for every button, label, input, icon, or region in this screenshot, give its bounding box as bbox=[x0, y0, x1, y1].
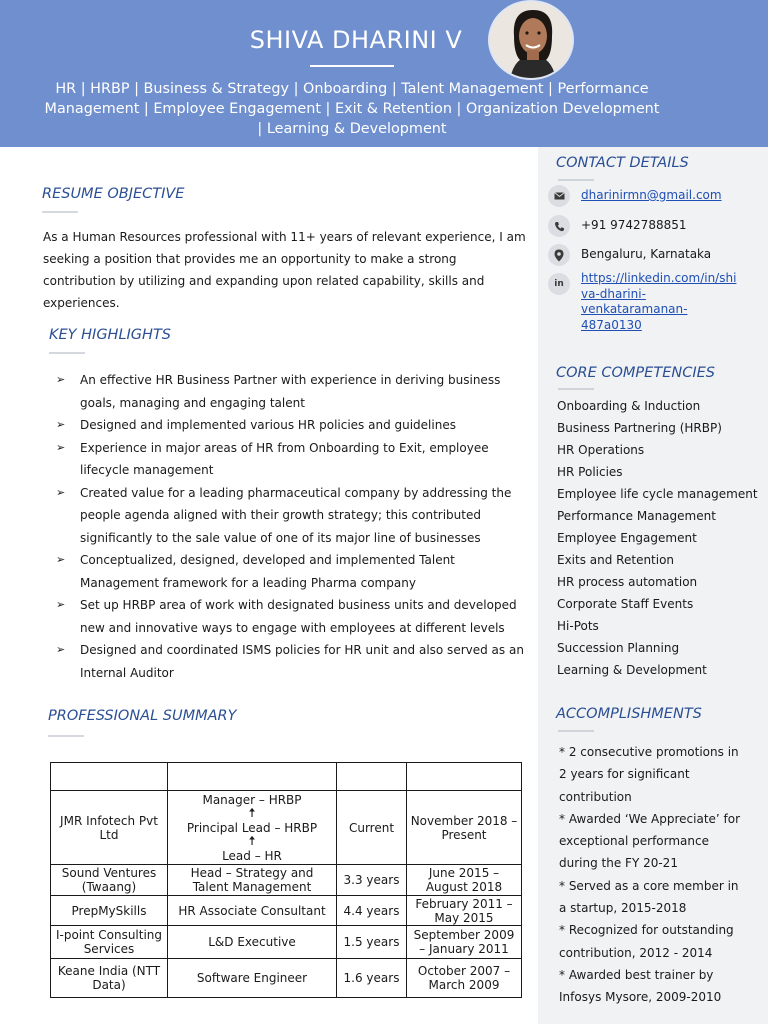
objective-text: As a Human Resources professional with 11+ years of relevant experience, I am seeking a position that provides me an opportunity to make a strong contribution by utilizing and expanding upon related capability, skills and experiences. bbox=[43, 230, 526, 310]
professional-summary-table bbox=[50, 762, 522, 998]
accomplishments-heading: ACCOMPLISHMENTS bbox=[556, 706, 702, 722]
accomplishment-item: * Awarded best trainer by Infosys Mysore, 2009-2010 bbox=[559, 967, 722, 1005]
role-cell: L&D Executive bbox=[168, 926, 337, 959]
role-cell bbox=[168, 791, 337, 865]
competency-item: Corporate Staff Events bbox=[557, 597, 694, 611]
highlight-item bbox=[56, 639, 531, 684]
table-cell bbox=[168, 763, 337, 791]
competency-item: HR Policies bbox=[557, 465, 623, 479]
highlight-item bbox=[56, 594, 531, 639]
portrait-illustration bbox=[490, 2, 574, 80]
arrow-bullet-icon: ➢ bbox=[56, 553, 66, 566]
duration-cell: 1.5 years bbox=[337, 926, 407, 959]
competency-item: Exits and Retention bbox=[557, 553, 675, 567]
competencies-list bbox=[557, 396, 758, 682]
company-cell: Sound Ventures (Twaang) bbox=[51, 865, 168, 896]
summary-heading-rule bbox=[48, 735, 84, 737]
table-cell bbox=[407, 763, 522, 791]
duration-cell: 3.3 years bbox=[337, 865, 407, 896]
accomplishment-item: * Awarded ‘We Appreciate’ for exceptional performance during the FY 20-21 bbox=[559, 811, 741, 871]
competency-item: HR process automation bbox=[557, 575, 698, 589]
period-cell: October 2007 – March 2009 bbox=[407, 959, 522, 998]
competencies-heading-rule bbox=[558, 388, 594, 390]
table-row bbox=[51, 791, 522, 865]
arrow-bullet-icon: ➢ bbox=[56, 440, 66, 454]
name-underline bbox=[310, 65, 394, 67]
objective-heading-rule bbox=[42, 211, 78, 213]
role-cell: Software Engineer bbox=[168, 959, 337, 998]
arrow-up-icon: 🠅 bbox=[248, 805, 256, 821]
linkedin-line: 487a0130 bbox=[581, 317, 642, 332]
highlight-text: An effective HR Business Partner with experience in deriving business goals, managing and engaging talent bbox=[80, 373, 501, 410]
competency-item: Succession Planning bbox=[557, 641, 680, 655]
highlight-item bbox=[56, 369, 531, 414]
phone-number: +91 9742788851 bbox=[581, 218, 687, 232]
contact-details-heading: CONTACT DETAILS bbox=[556, 155, 689, 171]
envelope-icon bbox=[548, 185, 570, 207]
profile-photo bbox=[488, 0, 574, 80]
duration-cell: 4.4 years bbox=[337, 896, 407, 926]
duration-cell: Current bbox=[337, 791, 407, 865]
accomplishments-heading-rule bbox=[558, 730, 594, 732]
table-row bbox=[51, 959, 522, 998]
competency-item: Learning & Development bbox=[557, 663, 707, 677]
arrow-bullet-icon: ➢ bbox=[56, 598, 66, 611]
phone-icon bbox=[548, 215, 570, 237]
role-cell: Head – Strategy and Talent Management bbox=[168, 865, 337, 896]
table-row bbox=[51, 896, 522, 926]
table-cell bbox=[337, 763, 407, 791]
contact-email-row bbox=[548, 185, 722, 207]
arrow-bullet-icon: ➢ bbox=[56, 485, 66, 499]
table-header-row bbox=[51, 763, 522, 791]
resume-objective-heading: RESUME OBJECTIVE bbox=[42, 186, 185, 202]
period-cell: November 2018 – Present bbox=[407, 791, 522, 865]
linkedin-line: venkataramanan- bbox=[581, 302, 688, 316]
contact-location-row bbox=[548, 244, 711, 266]
highlight-item bbox=[56, 437, 531, 482]
linkedin-icon: in bbox=[548, 273, 570, 295]
highlight-text: Designed and implemented various HR policies and guidelines bbox=[80, 418, 456, 432]
competency-item: Hi-Pots bbox=[557, 619, 599, 633]
arrow-bullet-icon: ➢ bbox=[56, 373, 66, 386]
period-cell: September 2009 – January 2011 bbox=[407, 926, 522, 959]
professional-summary-heading: PROFESSIONAL SUMMARY bbox=[48, 708, 237, 724]
period-cell: June 2015 – August 2018 bbox=[407, 865, 522, 896]
accomplishment-item: * Recognized for outstanding contribution, 2012 - 2014 bbox=[559, 923, 734, 960]
duration-cell: 1.6 years bbox=[337, 959, 407, 998]
highlight-text: Experience in major areas of HR from Onboarding to Exit, employee lifecycle management bbox=[80, 440, 489, 477]
competency-item: Employee life cycle management bbox=[557, 487, 758, 501]
highlights-list bbox=[56, 369, 531, 684]
accomplishment-item: * 2 consecutive promotions in 2 years for significant contribution bbox=[559, 745, 739, 804]
role-text: Lead – HR bbox=[222, 848, 282, 863]
highlight-text: Conceptualized, designed, developed and implemented Talent Management framework for a leading Pharma company bbox=[80, 553, 455, 590]
role-cell: HR Associate Consultant bbox=[168, 896, 337, 926]
role-text: Principal Lead – HRBP bbox=[186, 820, 318, 835]
company-cell: I-point Consulting Services bbox=[51, 926, 168, 959]
company-cell: Keane India (NTT Data) bbox=[51, 959, 168, 998]
table-row bbox=[51, 926, 522, 959]
linkedin-line: va-dharini- bbox=[581, 286, 646, 301]
header-banner bbox=[0, 0, 768, 147]
arrow-bullet-icon: ➢ bbox=[56, 418, 66, 431]
competency-item: Onboarding & Induction bbox=[557, 399, 701, 413]
accomplishment-item: * Served as a core member in a startup, 2015-2018 bbox=[559, 878, 739, 916]
company-cell: JMR Infotech Pvt Ltd bbox=[51, 791, 168, 865]
accomplishments-list bbox=[559, 741, 749, 1009]
highlight-item bbox=[56, 414, 531, 437]
competency-item: Performance Management bbox=[557, 509, 716, 523]
competency-item: Employee Engagement bbox=[557, 531, 697, 545]
highlight-item bbox=[56, 549, 531, 594]
arrow-up-icon: 🠅 bbox=[248, 833, 256, 849]
company-cell: PrepMySkills bbox=[51, 896, 168, 926]
competency-item: HR Operations bbox=[557, 443, 645, 457]
linkedin-link[interactable] bbox=[581, 271, 736, 333]
core-competencies-heading: CORE COMPETENCIES bbox=[556, 365, 715, 381]
highlights-heading-rule bbox=[49, 352, 85, 354]
competency-item: Business Partnering (HRBP) bbox=[557, 421, 722, 435]
linkedin-line: https://linkedin.com/in/shi bbox=[581, 271, 737, 285]
highlight-text: Set up HRBP area of work with designated business units and developed new and innovative ways to engage with employees at different levels bbox=[80, 598, 517, 635]
arrow-bullet-icon: ➢ bbox=[56, 643, 66, 656]
email-link[interactable]: dharinirmn@gmail.com bbox=[581, 188, 722, 202]
candidate-name: SHIVA DHARINI V bbox=[249, 26, 463, 54]
highlight-text: Designed and coordinated ISMS policies for HR unit and also served as an Internal Auditor bbox=[80, 643, 524, 680]
period-cell: February 2011 – May 2015 bbox=[407, 896, 522, 926]
header-tagline: HR | HRBP | Business & Strategy | Onboarding | Talent Management | Performance Management | Employee Engagement | Exit & Retention | Organization Development | Learning & Development bbox=[44, 81, 660, 137]
contact-linkedin-row bbox=[548, 271, 736, 333]
location-pin-icon bbox=[548, 244, 570, 266]
contact-phone-row bbox=[548, 215, 687, 237]
key-highlights-heading: KEY HIGHLIGHTS bbox=[49, 327, 172, 343]
role-text: Manager – HRBP bbox=[202, 792, 302, 807]
table-cell bbox=[51, 763, 168, 791]
highlight-item bbox=[56, 482, 531, 550]
location-text: Bengaluru, Karnataka bbox=[581, 247, 712, 261]
contact-heading-rule bbox=[558, 179, 594, 181]
highlight-text: Created value for a leading pharmaceutical company by addressing the people agenda aligned with their growth strategy; this contributed significantly to the sale value of one of its major line of businesses bbox=[80, 485, 512, 545]
promotion-stack bbox=[171, 793, 333, 863]
table-row bbox=[51, 865, 522, 896]
